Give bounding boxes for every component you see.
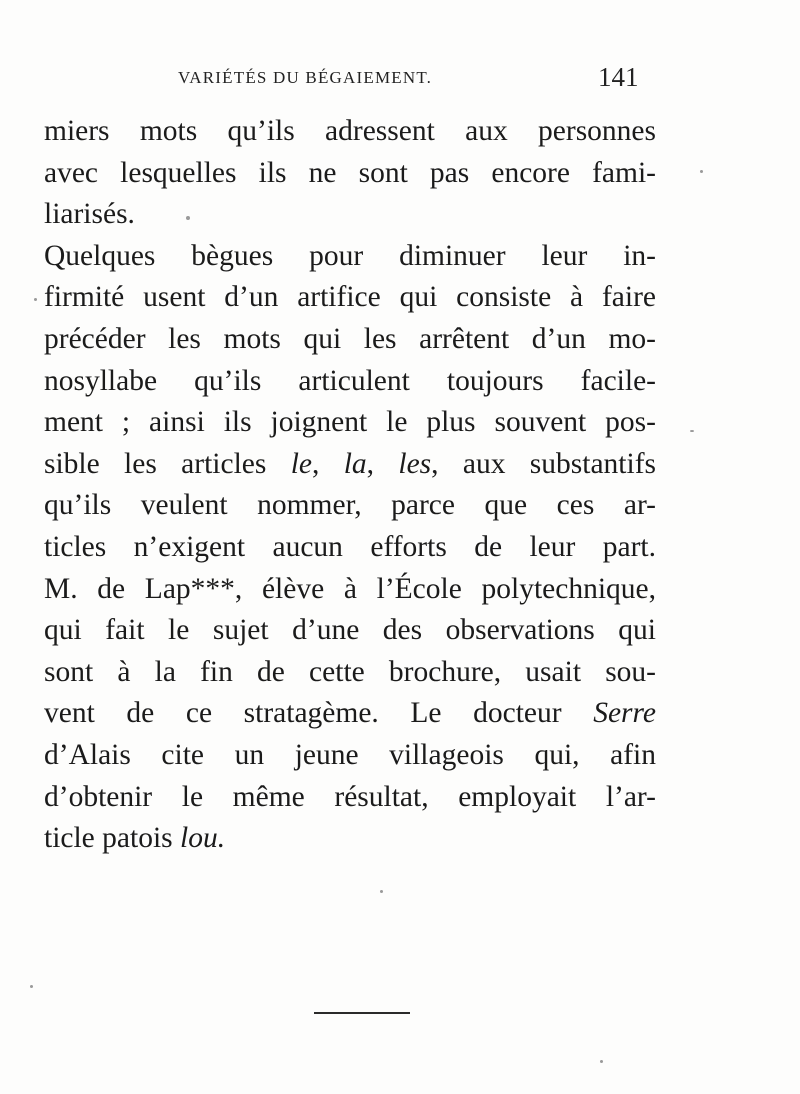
paper-speck [600,1060,603,1063]
text-line-15 [44,693,656,735]
text-line-12: M. de Lap***, élève à l’École polytechnique, [44,572,656,605]
text-line-18-start: ticle patois [44,822,173,855]
paper-speck [186,216,190,220]
italic-lou: lou. [180,822,226,855]
text-line-15-start: vent de ce stratagème. Le docteur [44,697,562,730]
body-text [44,111,656,860]
text-line-2: avec lesquelles ils ne sont pas encore fami- [44,156,656,189]
paper-speck [700,170,703,173]
text-line-14: sont à la fin de cette brochure, usait sou- [44,655,656,688]
paper-speck [34,298,37,301]
italic-la: la [343,447,367,480]
text-line-16: d’Alais cite un jeune villageois qui, afin [44,738,656,771]
text-line-7: nosyllabe qu’ils articulent toujours facile- [44,364,656,397]
text-line-13: qui fait le sujet d’une des observations qui [44,614,656,647]
text-line-3: liarisés. [44,198,135,231]
text-line-11: ticles n’exigent aucun efforts de leur part. [44,530,656,563]
italic-les: les [398,447,432,480]
text-line-9-start: sible les articles [44,447,267,480]
text-line-1: miers mots qu’ils adressent aux personnes [44,115,656,147]
text-line-8: ment ; ainsi ils joignent le plus souvent pos- [44,406,656,439]
running-title: VARIÉTÉS DU BÉGAIEMENT. [178,68,433,87]
text-line-9: sible les articles le, la, les, aux substantifs [44,447,657,480]
paper-speck [690,430,694,432]
text-line-18 [44,818,656,860]
paper-speck [380,890,383,893]
page-number: 141 [598,62,639,92]
text-line-4: Quelques bègues pour diminuer leur in- [44,239,656,272]
paper-speck [30,985,33,988]
text-line-17: d’obtenir le même résultat, employait l’ar- [44,780,656,813]
text-line-9-end: aux substantifs [462,447,657,480]
text-line-10: qu’ils veulent nommer, parce que ces ar- [44,489,656,522]
text-line-6: précéder les mots qui les arrêtent d’un mo- [44,322,656,355]
text-line-5: firmité usent d’un artifice qui consiste à faire [44,281,656,314]
italic-le: le [290,447,312,480]
italic-serre: Serre [593,697,656,730]
end-rule [314,1012,410,1014]
